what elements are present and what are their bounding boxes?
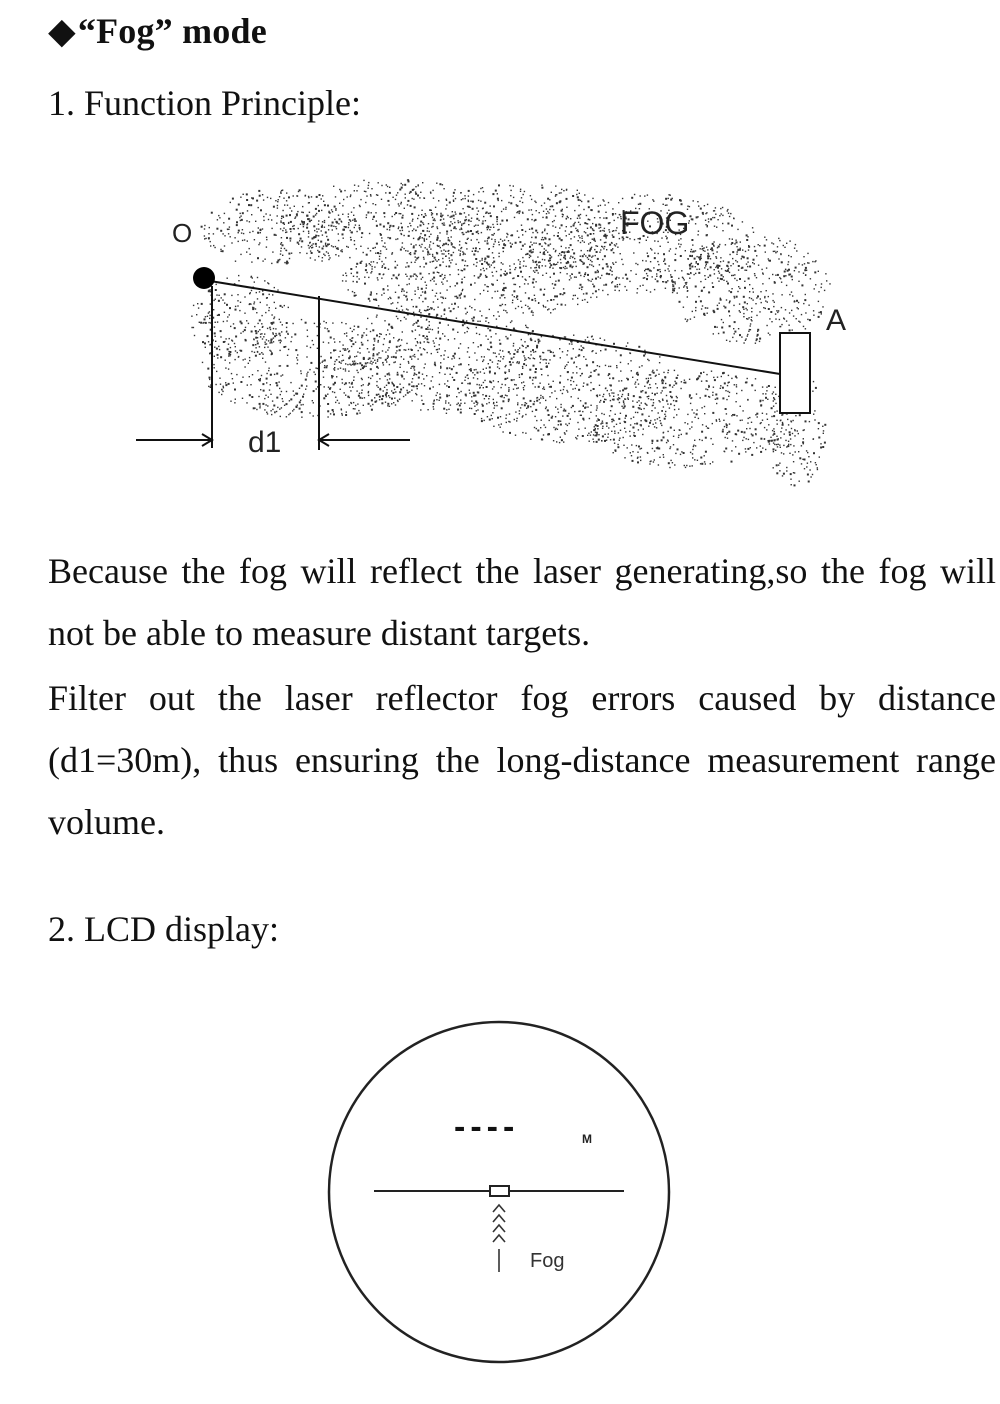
fog-principle-diagram [130,168,850,503]
lcd-display-diagram [318,1012,680,1374]
laser-beam-line [204,280,780,374]
target-box [780,333,810,413]
fog-cloud-texture [191,179,831,486]
section-function-principle-title: 1. Function Principle: [48,83,361,123]
fog-label: FOG [620,205,690,241]
lcd-target-marker-icon [490,1186,509,1196]
distance-label: d1 [248,426,282,459]
paragraph-filter-distance: Filter out the laser reflector fog errors caused by distance (d1=30m), thus ensuring the long-distance measurement range volume. [48,678,996,842]
origin-label: O [172,218,193,248]
paragraph-fog-reflection: Because the fog will reflect the laser generating,so the fog will not be able to measure distant targets. [48,551,996,653]
diamond-bullet-icon: ◆ [48,11,76,51]
mode-title: “Fog” mode [77,11,267,51]
lcd-unit-label: M [582,1132,592,1146]
target-label: A [826,304,847,337]
lcd-distance-reading: ---- [454,1108,520,1146]
section-lcd-display-title: 2. LCD display: [48,909,279,949]
mode-heading [48,10,267,52]
emitter-point-icon [193,267,215,289]
lcd-fog-mode-label: Fog [530,1250,565,1272]
